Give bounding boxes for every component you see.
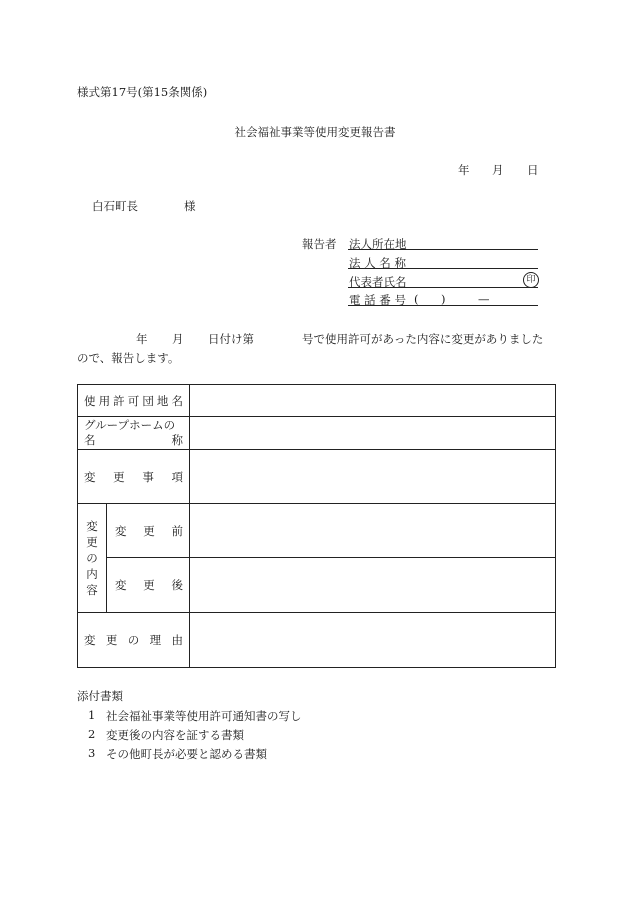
table-row: [78, 504, 556, 558]
label-char: 由: [171, 633, 183, 647]
label-char: 事: [142, 469, 154, 484]
table-row: [78, 385, 556, 417]
date-year-label: 年: [458, 163, 470, 177]
table-row: [78, 450, 556, 504]
label-char: 可: [127, 393, 140, 408]
label-char: 変: [86, 519, 98, 533]
date-month-label: 月: [492, 163, 504, 177]
label-char: 後: [171, 578, 183, 592]
body-line2: ので、報告します。: [77, 351, 180, 365]
addressee-name: 白石町長: [92, 199, 138, 213]
label-char: の: [86, 551, 98, 565]
attachment-num: 3: [88, 746, 96, 760]
address-label: 法人所在地: [349, 237, 407, 251]
label-char: 変: [115, 578, 127, 592]
corp-name-line: [348, 268, 538, 269]
document-title: 社会福祉事業等使用変更報告書: [234, 125, 396, 139]
rep-name-line: [348, 287, 538, 288]
label-char: 更: [105, 633, 118, 647]
label-char: 団: [142, 393, 154, 408]
label-before-change: [107, 504, 190, 558]
label-char: 名: [171, 393, 183, 408]
label-char: 更: [113, 469, 125, 484]
date-day-label: 日: [527, 163, 539, 177]
label-char: 使: [84, 393, 96, 408]
body-date-no: 日付け第: [208, 332, 254, 346]
label-char: 変: [84, 633, 96, 647]
phone-label: 電 話 番 号: [349, 293, 406, 307]
body-month: 月: [172, 332, 184, 346]
attachment-text: 社会福祉事業等使用許可通知書の写し: [106, 709, 302, 723]
label-change-item: [78, 450, 190, 504]
label-char: 変: [115, 523, 127, 538]
value-permitted-housing: [190, 385, 556, 417]
form-number: 様式第17号(第15条関係): [77, 85, 208, 99]
table-row: [78, 558, 556, 613]
label-change-reason: [78, 613, 190, 668]
attachment-text: その他町長が必要と認める書類: [106, 747, 267, 761]
body-year: 年: [136, 332, 148, 346]
label-char: 地: [156, 393, 169, 408]
label-char: 前: [171, 523, 183, 538]
label-after-change: [107, 558, 190, 613]
phone-line: [348, 305, 538, 306]
report-form-table: [77, 384, 556, 668]
attachment-text: 変更後の内容を証する書類: [106, 728, 244, 742]
group-home-label-line1: グループホームの: [84, 418, 176, 432]
value-change-reason: [190, 613, 556, 668]
label-char: 許: [113, 393, 125, 408]
phone-dash: —: [478, 292, 490, 306]
label-char: 用: [98, 393, 111, 408]
label-char: 更: [143, 523, 155, 538]
label-permitted-housing: [78, 385, 190, 417]
label-char: 更: [86, 535, 98, 549]
label-char: 容: [86, 583, 98, 597]
label-char: 項: [171, 469, 183, 484]
attachment-num: 1: [88, 708, 96, 722]
address-line: [348, 249, 538, 250]
label-group-home-name: [78, 417, 190, 450]
corp-name-label: 法 人 名 称: [349, 256, 406, 270]
rep-name-label: 代表者氏名: [349, 275, 407, 289]
label-change-content: [78, 504, 107, 613]
label-char: の: [127, 633, 140, 647]
reporter-label: 報告者: [302, 237, 337, 251]
phone-paren-close: ): [441, 292, 446, 306]
seal-mark: 印: [523, 272, 539, 288]
attachment-num: 2: [88, 727, 96, 741]
attachments-heading: 添付書類: [77, 689, 123, 703]
label-char: 更: [143, 578, 155, 592]
value-after-change: [190, 558, 556, 613]
table-row: [78, 417, 556, 450]
value-change-item: [190, 450, 556, 504]
value-before-change: [190, 504, 556, 558]
phone-paren-open: (: [414, 292, 419, 306]
group-home-label-name: 名: [84, 433, 96, 447]
table-row: [78, 613, 556, 668]
label-char: 理: [149, 633, 162, 647]
addressee-honorific: 様: [184, 199, 196, 213]
group-home-label-title: 称: [171, 433, 183, 447]
label-char: 内: [86, 567, 98, 581]
body-line1-tail: 号で使用許可があった内容に変更がありました: [302, 332, 544, 346]
value-group-home-name: [190, 417, 556, 450]
label-char: 変: [84, 469, 96, 484]
